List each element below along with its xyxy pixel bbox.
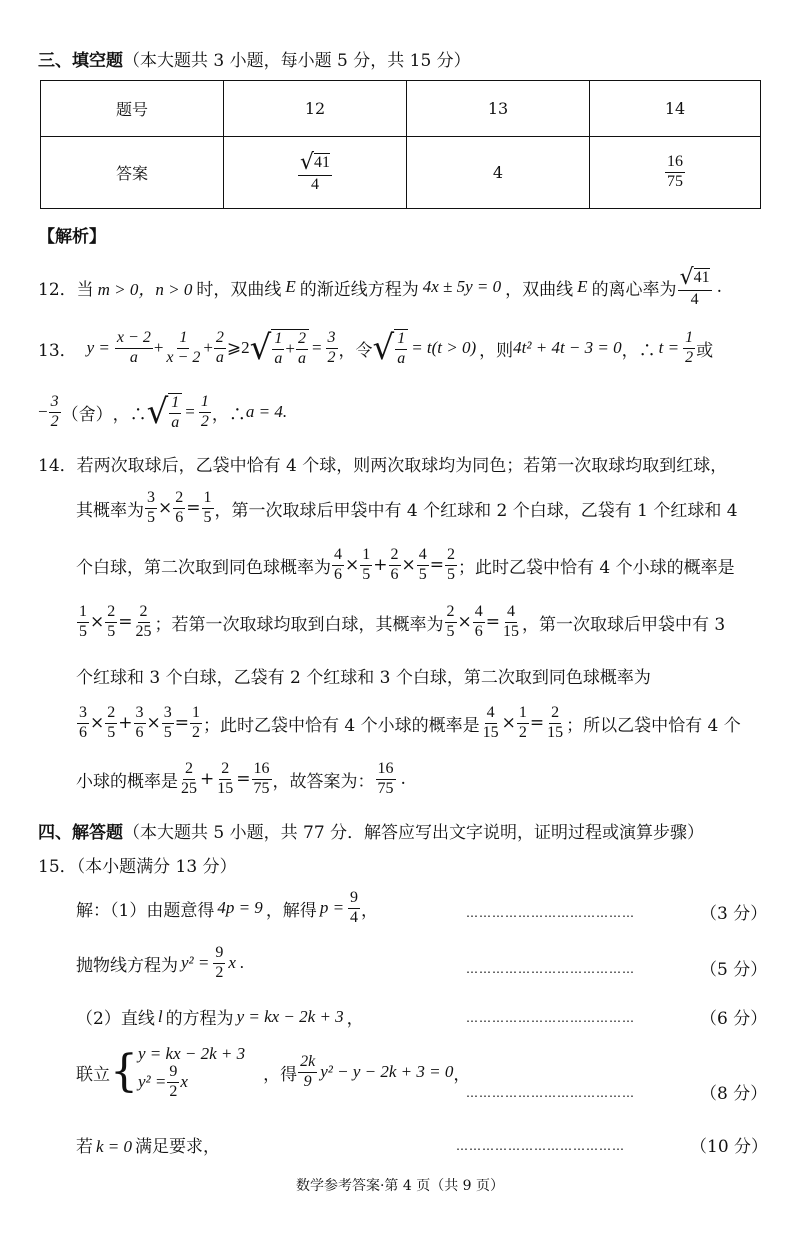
- fraction: √ 41 4: [679, 265, 710, 309]
- score-label: （8 分）: [700, 1084, 768, 1104]
- fraction: $\frac{16}{75}$: [667, 153, 683, 190]
- solution-14-line1: 14．若两次取球后，乙袋中恰有 4 个球，则两次取球均为同色；若第一次取球均取到红球，: [38, 456, 728, 476]
- fraction: $\frac{1}{2}$: [200, 392, 209, 430]
- fraction: $\frac{x - 2}{a}$: [116, 328, 151, 366]
- table-cell-answer-14: [590, 137, 761, 209]
- table-cell: 12: [224, 81, 407, 137]
- solution-14-line2: 其概率为 $\frac{3}{5}$ × $\frac{2}{6}$ = $\frac{1}{5}$ ，第一次取球后甲袋中有 4 个红球和 2 个白球，乙袋有 1 个红球和 4: [76, 489, 738, 526]
- section4-heading: 四、解答题: [38, 823, 123, 843]
- solution-14-line3: 个白球，第二次取到同色球概率为 $\frac{4}{6}$ × $\frac{1}{5}$ + $\frac{2}{6}$ × $\frac{4}{5}$ = $\frac{2}{5}$ ；此时乙袋中恰有 4 个小球的概率是: [76, 546, 735, 583]
- fraction: $\frac{1}{x - 2}$: [166, 328, 201, 366]
- page-footer: 数学参考答案·第 4 页（共 9 页）: [295, 1178, 505, 1194]
- score-label: （10 分）: [690, 1137, 769, 1157]
- solution-15-step5: 若 k = 0 满足要求，: [76, 1137, 221, 1157]
- problem-15-title: 15．（本小题满分 13 分）: [38, 857, 237, 877]
- score-label: （6 分）: [700, 1009, 768, 1029]
- fraction: √ 41 4: [299, 150, 331, 194]
- solution-14-line6: $\frac{3}{6}$ × $\frac{2}{5}$ + $\frac{3}{6}$ × $\frac{3}{5}$ = $\frac{1}{2}$ ；此时乙袋中恰有 4 个小球的概率是 $\frac{4}{15}$ × $\frac{1}{2}$ = $\frac{2}{15}$ ；所以乙袋中恰有 4 个: [79, 704, 741, 741]
- equation-system: y = kx − 2k + 3 y² = $\frac{9}{2}$ x: [138, 1044, 246, 1100]
- radical: √ $\frac{1}{a}$: [373, 328, 409, 368]
- solution-12: 12． 当 m > 0，n > 0 时，双曲线 E 的渐近线方程为 4x ± 5y = 0 ，双曲线 E 的离心率为 √ 41 4 .: [38, 265, 722, 309]
- solution-13-line1: 13． y = $\frac{x - 2}{a}$ + $\frac{1}{x - 2}$ + $\frac{2}{a}$ ⩾2 √ $\frac{1}{a}$ + $\frac{2}{a}$ = $\frac{3}{2}$ ，令 √ $\frac{1}{a}$ = t(t > 0) ，则 4t² + 4t − 3 = 0 ，∴ t = $\frac{1}{2}$ 或: [38, 328, 714, 368]
- score-label: （5 分）: [700, 960, 768, 980]
- solution-14-line5: 个红球和 3 个白球，乙袋有 2 个红球和 3 个白球，第二次取到同色球概率为: [76, 668, 651, 688]
- table-cell-answer-12: [224, 137, 407, 209]
- radical: √ $\frac{1}{a}$: [147, 392, 183, 432]
- solution-14-line4: $\frac{1}{5}$ × $\frac{2}{5}$ = $\frac{2}{25}$ ；若第一次取球均取到白球，其概率为 $\frac{2}{5}$ × $\frac{4}{6}$ = $\frac{4}{15}$ ，第一次取球后甲袋中有 3: [79, 603, 726, 640]
- score-leader: …………………………………: [466, 906, 635, 920]
- section4-heading-line: [38, 818, 704, 843]
- table-row: [41, 81, 761, 137]
- section3-heading: 三、填空题: [38, 51, 123, 71]
- table-cell: 答案: [41, 137, 224, 209]
- table-cell: 14: [590, 81, 761, 137]
- score-leader: …………………………………: [466, 962, 635, 976]
- section3-note: （本大题共 3 小题，每小题 5 分，共 15 分）: [123, 51, 471, 71]
- answer-table: [40, 80, 761, 209]
- radical: √ $\frac{1}{a}$ + $\frac{2}{a}$: [250, 328, 309, 368]
- section4-note: （本大题共 5 小题，共 77 分．解答应写出文字说明，证明过程或演算步骤）: [123, 823, 705, 843]
- solution-15-step3: （2）直线 l 的方程为 y = kx − 2k + 3 ，: [76, 1006, 364, 1029]
- section3-heading-line: [38, 46, 471, 71]
- score-leader: …………………………………: [466, 1011, 635, 1025]
- table-row: [41, 137, 761, 209]
- solution-13-line2: − $\frac{3}{2}$ （舍） ，∴ √ $\frac{1}{a}$ = $\frac{1}{2}$ ，∴ a = 4.: [38, 392, 288, 432]
- solution-15-step2: 抛物线方程为 y² = $\frac{9}{2}$ x .: [76, 944, 245, 981]
- table-cell: 题号: [41, 81, 224, 137]
- solution-15-step4: 联立 { y = kx − 2k + 3 y² = $\frac{9}{2}$ x ，得 $\frac{2k}{9}$ y² − y − 2k + 3 = 0 ，: [76, 1044, 471, 1100]
- score-label: （3 分）: [700, 904, 768, 924]
- table-cell: 13: [407, 81, 590, 137]
- solution-15-step1: 解：（1）由题意得 4p = 9 ，解得 p = $\frac{9}{4}$ ，: [76, 889, 379, 926]
- fraction: $\frac{3}{2}$: [327, 328, 336, 366]
- score-leader: …………………………………: [456, 1139, 625, 1153]
- fraction: $\frac{1}{2}$: [685, 328, 694, 366]
- score-leader: …………………………………: [466, 1086, 635, 1100]
- solution-14-line7: 小球的概率是 $\frac{2}{25}$ + $\frac{2}{15}$ = $\frac{16}{75}$ ，故答案为： $\frac{16}{75}$ .: [76, 760, 406, 797]
- fraction: $\frac{3}{2}$: [50, 392, 59, 430]
- table-cell-answer-13: 4: [407, 137, 590, 209]
- analysis-title: 【解析】: [38, 227, 106, 247]
- fraction: $\frac{2}{a}$: [215, 328, 224, 366]
